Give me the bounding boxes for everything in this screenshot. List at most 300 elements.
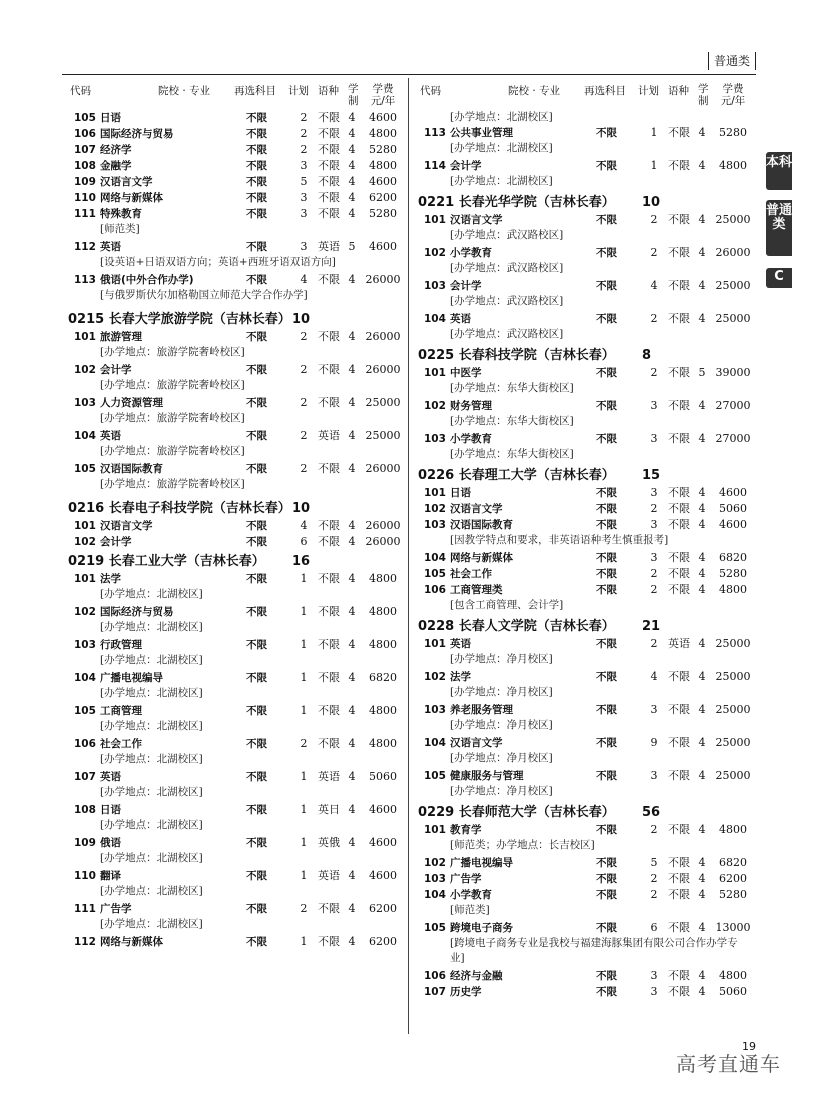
- major-plan: 2: [650, 637, 658, 650]
- major-subjects: 不限: [246, 192, 267, 204]
- major-row: [66, 769, 406, 785]
- major-subjects: 不限: [246, 804, 267, 816]
- major-language: 不限: [318, 737, 340, 750]
- major-subjects: 不限: [246, 672, 267, 684]
- major-subjects: 不限: [596, 737, 617, 749]
- major-row: [66, 703, 406, 719]
- major-language: 不限: [318, 191, 340, 204]
- major-code: 103: [424, 704, 446, 716]
- major-subjects: 不限: [596, 552, 617, 564]
- major-years: 4: [698, 637, 706, 650]
- major-code: 102: [424, 247, 446, 259]
- major-row: [416, 984, 756, 1000]
- column-header: [66, 80, 406, 110]
- major-name: 人力资源管理: [100, 397, 163, 409]
- major-note: [办学地点：北湖校区]: [100, 753, 203, 765]
- major-name: 广告学: [100, 903, 132, 915]
- col-school-major: 院校 · 专业: [508, 85, 561, 97]
- major-subjects: 不限: [246, 331, 267, 343]
- major-language: 不限: [668, 502, 690, 515]
- major-years: 4: [348, 127, 356, 140]
- major-plan: 1: [300, 935, 308, 948]
- major-language: 不限: [668, 736, 690, 749]
- major-fee: 4800: [369, 159, 397, 172]
- major-row: [66, 868, 406, 884]
- major-row: [416, 278, 756, 294]
- major-note: [办学地点：东华大街校区]: [450, 415, 574, 427]
- major-row: [416, 158, 756, 174]
- major-row: [66, 835, 406, 851]
- major-subjects: 不限: [246, 520, 267, 532]
- major-fee: 4800: [369, 605, 397, 618]
- major-plan: 6: [300, 535, 308, 548]
- major-code: 104: [424, 313, 446, 325]
- major-language: 英语: [668, 637, 690, 650]
- major-name: 特殊教育: [100, 208, 142, 220]
- major-subjects: 不限: [596, 160, 617, 172]
- major-language: 不限: [668, 769, 690, 782]
- major-plan: 1: [300, 803, 308, 816]
- major-fee: 25000: [715, 312, 751, 325]
- major-plan: 1: [300, 671, 308, 684]
- major-code: 103: [424, 873, 446, 885]
- major-language: 不限: [668, 985, 690, 998]
- major-years: 4: [698, 567, 706, 580]
- major-language: 不限: [668, 670, 690, 683]
- major-language: 不限: [318, 159, 340, 172]
- major-language: 不限: [318, 396, 340, 409]
- major-note: [设英语+日语双语方向；英语+西班牙语双语方向]: [100, 256, 336, 268]
- major-row: [66, 670, 406, 686]
- major-language: 不限: [318, 704, 340, 717]
- major-language: 不限: [318, 363, 340, 376]
- major-plan: 2: [650, 312, 658, 325]
- major-row: [66, 158, 406, 174]
- major-code: 108: [74, 804, 96, 816]
- side-tab-benke: 本科: [766, 152, 792, 190]
- major-subjects: 不限: [246, 144, 267, 156]
- major-note: [因教学特点和要求，非英语语种考生慎重报考]: [450, 534, 669, 546]
- major-subjects: 不限: [596, 704, 617, 716]
- major-language: 不限: [668, 567, 690, 580]
- major-name: 网络与新媒体: [100, 192, 163, 204]
- column-header: [416, 80, 756, 110]
- major-years: 4: [348, 143, 356, 156]
- major-language: 不限: [668, 159, 690, 172]
- major-name: 教育学: [450, 824, 482, 836]
- major-code: 103: [74, 639, 96, 651]
- major-years: 5: [698, 366, 706, 379]
- major-fee: 4600: [719, 486, 747, 499]
- major-years: 4: [698, 969, 706, 982]
- col-language: 语种: [668, 85, 689, 97]
- major-fee: 25000: [715, 670, 751, 683]
- major-subjects: 不限: [246, 837, 267, 849]
- major-code: 107: [424, 986, 446, 998]
- major-language: 不限: [668, 486, 690, 499]
- major-years: 4: [348, 869, 356, 882]
- major-note: [师范类]: [450, 904, 490, 916]
- major-name: 工商管理: [100, 705, 142, 717]
- col-plan: 计划: [288, 85, 309, 97]
- major-note: [与俄罗斯伏尔加格勒国立师范大学合作办学]: [100, 289, 308, 301]
- major-row: [66, 802, 406, 818]
- major-plan: 3: [300, 191, 308, 204]
- major-name: 中医学: [450, 367, 482, 379]
- major-name: 汉语言文学: [450, 737, 503, 749]
- major-row: [66, 362, 406, 378]
- school-header: 0221 长春光华学院（吉林长春） 10: [418, 195, 661, 210]
- major-language: 英语: [318, 240, 340, 253]
- major-name: 日语: [100, 804, 121, 816]
- major-note: [办学地点：北湖校区]: [100, 786, 203, 798]
- major-plan: 2: [650, 502, 658, 515]
- major-name: 金融学: [100, 160, 132, 172]
- major-subjects: 不限: [596, 584, 617, 596]
- major-row: [66, 174, 406, 190]
- major-years: 4: [348, 111, 356, 124]
- major-plan: 2: [300, 737, 308, 750]
- col-xuezhi: 学制: [698, 83, 709, 107]
- major-name: 历史学: [450, 986, 482, 998]
- major-code: 104: [74, 672, 96, 684]
- major-years: 4: [348, 704, 356, 717]
- major-fee: 26000: [365, 535, 401, 548]
- major-fee: 4600: [719, 518, 747, 531]
- major-fee: 4800: [719, 583, 747, 596]
- major-plan: 3: [650, 985, 658, 998]
- major-note: [办学地点：北湖校区]: [100, 819, 203, 831]
- major-note: [办学地点：旅游学院奢岭校区]: [100, 445, 245, 457]
- major-fee: 6200: [369, 191, 397, 204]
- major-language: 不限: [318, 535, 340, 548]
- major-row: [66, 206, 406, 222]
- major-name: 汉语言文学: [100, 176, 153, 188]
- major-plan: 2: [300, 363, 308, 376]
- major-note: [办学地点：北湖校区]: [100, 720, 203, 732]
- major-fee: 4800: [369, 572, 397, 585]
- major-years: 4: [698, 985, 706, 998]
- major-plan: 1: [300, 638, 308, 651]
- major-language: 英语: [318, 869, 340, 882]
- major-subjects: 不限: [596, 671, 617, 683]
- major-code: 111: [74, 903, 96, 915]
- major-plan: 2: [300, 902, 308, 915]
- major-years: 4: [698, 583, 706, 596]
- major-subjects: 不限: [596, 519, 617, 531]
- major-plan: 3: [650, 518, 658, 531]
- major-plan: 2: [650, 823, 658, 836]
- major-code: 105: [424, 568, 446, 580]
- major-subjects: 不限: [596, 400, 617, 412]
- major-years: 4: [698, 518, 706, 531]
- major-name: 小学教育: [450, 247, 492, 259]
- major-name: 工商管理类: [450, 584, 503, 596]
- major-plan: 3: [650, 432, 658, 445]
- major-plan: 3: [300, 207, 308, 220]
- major-name: 公共事业管理: [450, 127, 513, 139]
- major-subjects: 不限: [246, 870, 267, 882]
- school-header: 0216 长春电子科技学院（吉林长春） 10: [68, 501, 311, 516]
- major-name: 英语: [100, 241, 121, 253]
- major-fee: 27000: [715, 399, 751, 412]
- major-name: 小学教育: [450, 889, 492, 901]
- school-header: 0229 长春师范大学（吉林长春） 56: [418, 805, 661, 820]
- major-plan: 1: [300, 836, 308, 849]
- major-code: 105: [74, 463, 96, 475]
- col-code: 代码: [70, 85, 91, 97]
- major-code: 101: [424, 367, 446, 379]
- major-plan: 2: [650, 872, 658, 885]
- major-plan: 2: [300, 127, 308, 140]
- major-subjects: 不限: [246, 463, 267, 475]
- major-row: [416, 735, 756, 751]
- major-note: [办学地点：旅游学院奢岭校区]: [100, 478, 245, 490]
- major-language: 不限: [668, 551, 690, 564]
- major-subjects: 不限: [596, 986, 617, 998]
- col-plan: 计划: [638, 85, 659, 97]
- major-name: 健康服务与管理: [450, 770, 524, 782]
- major-fee: 25000: [715, 769, 751, 782]
- major-note: [办学地点：净月校区]: [450, 653, 553, 665]
- major-code: 104: [74, 430, 96, 442]
- major-name: 法学: [450, 671, 471, 683]
- major-subjects: 不限: [246, 639, 267, 651]
- col-subjects: 再选科目: [584, 85, 626, 97]
- column-divider: [408, 78, 409, 1034]
- major-years: 4: [698, 246, 706, 259]
- major-row: [416, 768, 756, 784]
- major-fee: 26000: [365, 462, 401, 475]
- major-fee: 5060: [719, 502, 747, 515]
- major-years: 4: [348, 572, 356, 585]
- major-subjects: 不限: [246, 705, 267, 717]
- major-subjects: 不限: [596, 889, 617, 901]
- major-code: 103: [74, 397, 96, 409]
- major-language: 不限: [318, 902, 340, 915]
- major-language: 不限: [318, 143, 340, 156]
- major-code: 105: [74, 112, 96, 124]
- major-note: [办学地点：北湖校区]: [100, 918, 203, 930]
- major-code: 113: [74, 274, 96, 286]
- major-name: 广播电视编导: [450, 857, 513, 869]
- major-years: 4: [698, 551, 706, 564]
- major-fee: 5280: [719, 126, 747, 139]
- major-note: [办学地点：净月校区]: [450, 752, 553, 764]
- major-language: 不限: [668, 126, 690, 139]
- major-row: [416, 517, 756, 533]
- major-row: [66, 934, 406, 950]
- major-years: 4: [348, 737, 356, 750]
- major-language: 不限: [318, 572, 340, 585]
- col-xuezhi: 学制: [348, 83, 359, 107]
- major-code: 112: [74, 936, 96, 948]
- major-fee: 5060: [369, 770, 397, 783]
- major-row: [416, 566, 756, 582]
- major-language: 不限: [318, 605, 340, 618]
- major-row: [416, 398, 756, 414]
- major-plan: 1: [300, 572, 308, 585]
- major-fee: 4600: [369, 869, 397, 882]
- major-plan: 3: [650, 703, 658, 716]
- major-years: 4: [698, 823, 706, 836]
- major-name: 俄语: [100, 837, 121, 849]
- major-fee: 25000: [715, 213, 751, 226]
- major-years: 4: [698, 312, 706, 325]
- major-subjects: 不限: [246, 160, 267, 172]
- major-name: 广播电视编导: [100, 672, 163, 684]
- major-fee: 5280: [369, 207, 397, 220]
- major-plan: 1: [300, 704, 308, 717]
- major-years: 4: [348, 363, 356, 376]
- major-subjects: 不限: [246, 241, 267, 253]
- major-fee: 26000: [715, 246, 751, 259]
- col-fee: 学费元/年: [370, 83, 396, 107]
- major-code: 101: [74, 573, 96, 585]
- major-row: [416, 887, 756, 903]
- major-row: [66, 272, 406, 288]
- major-subjects: 不限: [596, 487, 617, 499]
- major-row: [416, 822, 756, 838]
- major-fee: 27000: [715, 432, 751, 445]
- major-years: 4: [348, 273, 356, 286]
- major-name: 国际经济与贸易: [100, 128, 174, 140]
- major-code: 101: [74, 331, 96, 343]
- major-years: 4: [348, 770, 356, 783]
- major-fee: 6200: [719, 872, 747, 885]
- major-language: 英日: [318, 803, 340, 816]
- major-code: 110: [74, 870, 96, 882]
- major-subjects: 不限: [246, 274, 267, 286]
- major-years: 4: [348, 671, 356, 684]
- major-fee: 26000: [365, 519, 401, 532]
- major-fee: 4800: [369, 127, 397, 140]
- major-note: [办学地点：武汉路校区]: [450, 295, 564, 307]
- major-name: 汉语言文学: [100, 520, 153, 532]
- major-row: [66, 428, 406, 444]
- major-row: [416, 855, 756, 871]
- major-language: 英语: [318, 429, 340, 442]
- major-years: 4: [698, 703, 706, 716]
- major-name: 网络与新媒体: [100, 936, 163, 948]
- major-language: 不限: [668, 399, 690, 412]
- major-note: [办学地点：旅游学院奢岭校区]: [100, 412, 245, 424]
- major-fee: 4600: [369, 803, 397, 816]
- major-note: [师范类]: [100, 223, 140, 235]
- major-row: [66, 190, 406, 206]
- major-note: [跨境电子商务专业是我校与福建海豚集团有限公司合作办学专业]: [450, 937, 738, 964]
- major-years: 4: [698, 888, 706, 901]
- major-code: 113: [424, 127, 446, 139]
- major-years: 4: [348, 803, 356, 816]
- major-code: 106: [74, 738, 96, 750]
- major-language: 不限: [318, 671, 340, 684]
- major-code: 110: [74, 192, 96, 204]
- major-plan: 2: [300, 396, 308, 409]
- major-language: 不限: [668, 366, 690, 379]
- major-years: 4: [348, 159, 356, 172]
- col-code: 代码: [420, 85, 441, 97]
- major-row: [416, 311, 756, 327]
- major-row: [416, 212, 756, 228]
- school-header: 0226 长春理工大学（吉林长春） 15: [418, 468, 661, 483]
- major-name: 经济与金融: [450, 970, 503, 982]
- major-years: 4: [698, 872, 706, 885]
- major-note: [办学地点：北湖校区]: [450, 142, 553, 154]
- major-language: 不限: [668, 872, 690, 885]
- major-language: 不限: [318, 638, 340, 651]
- major-subjects: 不限: [596, 214, 617, 226]
- major-years: 4: [348, 902, 356, 915]
- major-row: [66, 518, 406, 534]
- major-language: 英俄: [318, 836, 340, 849]
- major-subjects: 不限: [596, 127, 617, 139]
- major-language: 不限: [318, 127, 340, 140]
- major-code: 102: [74, 364, 96, 376]
- major-fee: 4600: [369, 111, 397, 124]
- major-row: [66, 604, 406, 620]
- major-years: 4: [348, 535, 356, 548]
- major-years: 4: [698, 213, 706, 226]
- major-name: 会计学: [100, 536, 132, 548]
- major-name: 日语: [450, 487, 471, 499]
- major-years: 4: [348, 396, 356, 409]
- major-row: [416, 871, 756, 887]
- right-column: [416, 80, 756, 1000]
- major-subjects: 不限: [596, 433, 617, 445]
- major-note: [办学地点：北湖校区]: [450, 175, 553, 187]
- major-code: 104: [424, 737, 446, 749]
- major-language: 不限: [668, 583, 690, 596]
- major-fee: 4800: [369, 737, 397, 750]
- major-row: [66, 461, 406, 477]
- major-plan: 1: [300, 770, 308, 783]
- major-code: 101: [424, 487, 446, 499]
- major-fee: 4800: [719, 969, 747, 982]
- major-language: 不限: [668, 921, 690, 934]
- major-fee: 4800: [719, 159, 747, 172]
- major-row: [416, 582, 756, 598]
- major-plan: 3: [300, 240, 308, 253]
- major-years: 4: [698, 921, 706, 934]
- major-code: 103: [424, 433, 446, 445]
- col-language: 语种: [318, 85, 339, 97]
- major-note: [师范类；办学地点：长吉校区]: [450, 839, 595, 851]
- major-code: 106: [424, 970, 446, 982]
- major-fee: 25000: [365, 396, 401, 409]
- major-name: 小学教育: [450, 433, 492, 445]
- major-plan: 1: [650, 126, 658, 139]
- major-subjects: 不限: [596, 770, 617, 782]
- major-row: [416, 968, 756, 984]
- major-language: 不限: [318, 273, 340, 286]
- major-row: [66, 736, 406, 752]
- major-plan: 1: [300, 869, 308, 882]
- major-years: 5: [348, 240, 356, 253]
- major-note: [办学地点：东华大街校区]: [450, 382, 574, 394]
- major-row: [416, 669, 756, 685]
- major-years: 4: [348, 638, 356, 651]
- major-language: 不限: [318, 462, 340, 475]
- major-code: 108: [74, 160, 96, 172]
- major-subjects: 不限: [246, 936, 267, 948]
- major-years: 4: [698, 279, 706, 292]
- major-plan: 3: [650, 769, 658, 782]
- major-fee: 5280: [719, 888, 747, 901]
- major-row: [416, 702, 756, 718]
- major-code: 104: [424, 552, 446, 564]
- major-plan: 2: [650, 888, 658, 901]
